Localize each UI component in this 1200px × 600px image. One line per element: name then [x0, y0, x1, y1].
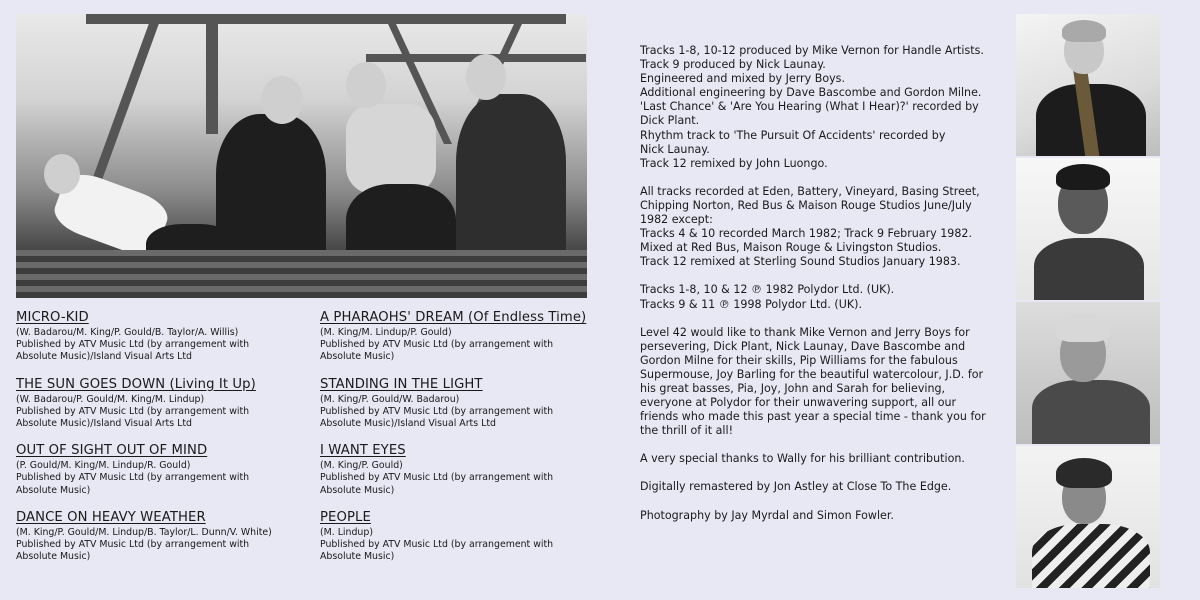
production-notes: [640, 44, 1000, 537]
song-title: MICRO-KID: [16, 310, 89, 325]
song-credit: [320, 377, 590, 431]
song-title: THE SUN GOES DOWN (Living It Up): [16, 376, 256, 392]
song-credit: [16, 377, 306, 431]
song-credit: [320, 443, 590, 497]
portrait-3: [1016, 302, 1160, 444]
portrait-column: [1016, 14, 1160, 590]
special-thanks: A very special thanks to Wally for his brilliant contribution.: [640, 452, 965, 466]
song-writers: (M. King/M. Lindup/P. Gould): [320, 327, 452, 338]
song-publisher: Published by ATV Music Ltd (by arrangement with: [16, 339, 250, 351]
song-writers: (M. King/P. Gould/M. Lindup/B. Taylor/L. Dunn/V. White): [16, 526, 272, 538]
song-title: OUT OF SIGHT OUT OF MIND: [16, 443, 208, 459]
song-writers: (W. Badarou/M. King/P. Gould/B. Taylor/A. Willis): [16, 327, 239, 338]
song-credits-left: [16, 310, 306, 576]
photography-credit: Photography by Jay Myrdal and Simon Fowler.: [640, 508, 894, 522]
song-title: STANDING IN THE LIGHT: [320, 376, 483, 392]
song-credit: [16, 443, 306, 497]
song-publisher: Published by ATV Music Ltd (by arrangement with: [16, 405, 250, 417]
song-title: A PHARAOHS' DREAM (Of Endless Time): [320, 310, 587, 325]
portrait-1: [1016, 14, 1160, 156]
song-publisher: Absolute Music): [16, 551, 91, 563]
song-title: PEOPLE: [320, 509, 371, 525]
song-publisher: Absolute Music): [320, 351, 395, 363]
song-credit: [16, 510, 306, 564]
song-credit: [320, 310, 590, 364]
band-photo: [16, 14, 587, 298]
song-publisher: Absolute Music): [16, 484, 91, 496]
song-publisher: Absolute Music)/Island Visual Arts Ltd: [16, 351, 192, 363]
production-credits: Tracks 1-8, 10-12 produced by Mike Vernon for Handle Artists. Track 9 produced by Nick Launay. Engineered and mixed by Jerry Boys. Additional engineering by Dave Bascombe and Gordon Milne. 'Last Chance' & 'Are You Hearing (What I Hear)?' recorded by Dick Plant. Rhythm track to 'The Pursuit Of Accidents' recorded by Nick Launay. Track 12 remixed by John Luongo.: [640, 44, 984, 170]
song-publisher: Published by ATV Music Ltd (by arrangement with: [320, 539, 554, 551]
song-title: I WANT EYES: [320, 443, 406, 459]
song-publisher: Published by ATV Music Ltd (by arrangement with: [320, 472, 554, 484]
song-credit: [16, 310, 306, 364]
song-publisher: Published by ATV Music Ltd (by arrangement with: [320, 405, 554, 417]
portrait-4: [1016, 446, 1160, 588]
song-publisher: Absolute Music): [320, 551, 395, 563]
song-writers: (P. Gould/M. King/M. Lindup/R. Gould): [16, 460, 191, 472]
song-writers: (M. King/P. Gould): [320, 460, 403, 472]
song-publisher: Absolute Music)/Island Visual Arts Ltd: [320, 418, 496, 430]
recording-notes: All tracks recorded at Eden, Battery, Vineyard, Basing Street, Chipping Norton, Red Bus & Maison Rouge Studios June/July 1982 except: Tracks 4 & 10 recorded March 1982; Track 9 February 1982. Mixed at Red Bus, Maison Rouge & Livingston Studios. Track 12 remixed at Sterling Sound Studios January 1983.: [640, 184, 980, 269]
song-publisher: Published by ATV Music Ltd (by arrangement with: [16, 472, 250, 484]
song-credit: [320, 510, 590, 564]
song-writers: (M. King/P. Gould/W. Badarou): [320, 393, 460, 405]
copyright-notes: Tracks 1-8, 10 & 12 ℗ 1982 Polydor Ltd. (UK). Tracks 9 & 11 ℗ 1998 Polydor Ltd. (UK).: [640, 283, 895, 311]
song-publisher: Published by ATV Music Ltd (by arrangement with: [320, 339, 554, 351]
song-writers: (M. Lindup): [320, 526, 373, 538]
song-credits-right: [320, 310, 590, 576]
remaster-credit: Digitally remastered by Jon Astley at Close To The Edge.: [640, 480, 952, 494]
thanks-notes: Level 42 would like to thank Mike Vernon and Jerry Boys for persevering, Dick Plant, Nick Launay, Dave Bascombe and Gordon Milne for their skills, Pip Williams for the fabulous Supermouse, Joy Barling for the beautiful watercolour, J.D. for his great basses, Pia, Joy, John and Sarah for believing, everyone at Polydor for their unwavering support, all our friends who made this past year a special time - thank you for the thrill of it all!: [640, 325, 986, 438]
song-title: DANCE ON HEAVY WEATHER: [16, 509, 206, 525]
song-writers: (W. Badarou/P. Gould/M. King/M. Lindup): [16, 393, 205, 405]
song-publisher: Published by ATV Music Ltd (by arrangement with: [16, 539, 250, 551]
portrait-2: [1016, 158, 1160, 300]
song-publisher: Absolute Music): [320, 484, 395, 496]
song-publisher: Absolute Music)/Island Visual Arts Ltd: [16, 418, 192, 430]
